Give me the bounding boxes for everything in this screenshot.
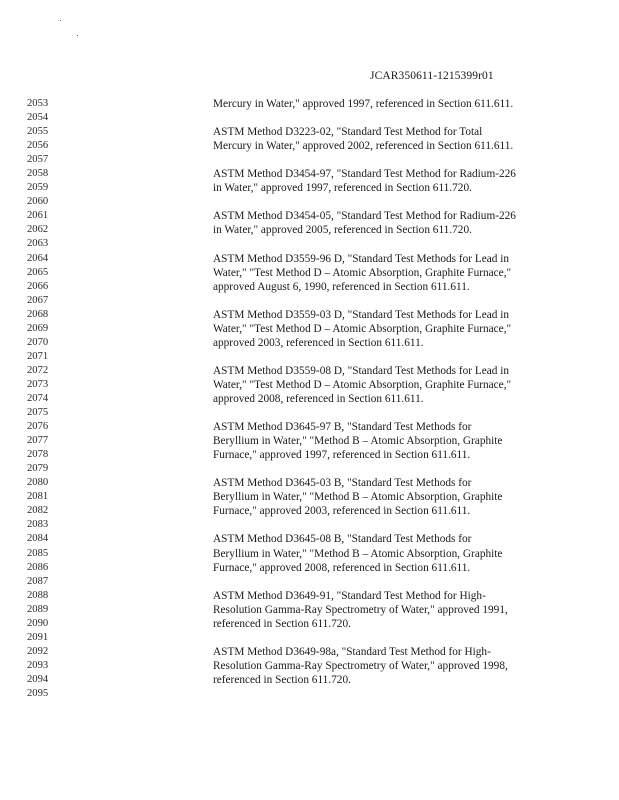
line-number: 2057 — [27, 154, 49, 166]
line-number: 2054 — [27, 112, 49, 124]
line-text: Mercury in Water," approved 2002, referenced in Section 611.611. — [213, 140, 514, 153]
document-line — [0, 153, 619, 167]
line-text: Resolution Gamma-Ray Spectrometry of Water," approved 1991, — [213, 603, 508, 616]
document-line — [0, 181, 619, 195]
line-number: 2082 — [27, 505, 49, 517]
line-number: 2061 — [27, 210, 49, 222]
document-line — [0, 406, 619, 420]
document-line — [0, 209, 619, 223]
document-line — [0, 547, 619, 561]
document-line — [0, 364, 619, 378]
line-number: 2089 — [27, 603, 49, 615]
line-number: 2053 — [27, 98, 49, 109]
line-text: ASTM Method D3454-05, "Standard Test Method for Radium-226 — [213, 210, 516, 223]
line-text: ASTM Method D3645-97 B, "Standard Test Methods for — [213, 421, 472, 434]
document-line — [0, 575, 619, 589]
line-text: Beryllium in Water," "Method B – Atomic Absorption, Graphite — [213, 547, 503, 560]
line-text: in Water," approved 2005, referenced in Section 611.720. — [213, 224, 472, 237]
line-number: 2073 — [27, 378, 49, 390]
line-number: 2068 — [27, 308, 49, 320]
line-number: 2055 — [27, 126, 49, 138]
line-number: 2090 — [27, 617, 49, 629]
line-number: 2093 — [27, 659, 49, 671]
line-text: approved August 6, 1990, referenced in Section 611.611. — [213, 280, 470, 293]
document-line — [0, 462, 619, 476]
line-number: 2060 — [27, 196, 49, 208]
line-number: 2095 — [27, 687, 49, 699]
document-line — [0, 687, 619, 701]
document-line — [0, 659, 619, 673]
document-line — [0, 280, 619, 294]
document-line — [0, 378, 619, 392]
document-id-header: JCAR350611-1215399r01 — [370, 70, 494, 82]
document-line — [0, 195, 619, 209]
line-number: 2083 — [27, 519, 49, 531]
document-line — [0, 266, 619, 280]
line-number: 2081 — [27, 491, 49, 503]
line-number: 2078 — [27, 449, 49, 461]
line-text: ASTM Method D3649-91, "Standard Test Method for High- — [213, 589, 486, 602]
line-number: 2085 — [27, 547, 49, 559]
line-number: 2086 — [27, 561, 49, 573]
document-line — [0, 532, 619, 546]
document-line — [0, 476, 619, 490]
line-text: ASTM Method D3454-97, "Standard Test Method for Radium-226 — [213, 168, 516, 181]
line-number: 2087 — [27, 575, 49, 587]
line-text: Furnace," approved 2003, referenced in Section 611.611. — [213, 505, 471, 518]
line-number: 2071 — [27, 350, 49, 362]
line-number: 2092 — [27, 645, 49, 657]
line-number: 2067 — [27, 294, 49, 306]
line-text: Beryllium in Water," "Method B – Atomic Absorption, Graphite — [213, 435, 503, 448]
line-number: 2091 — [27, 631, 49, 643]
line-text: ASTM Method D3559-96 D, "Standard Test Methods for Lead in — [213, 252, 510, 265]
document-line — [0, 322, 619, 336]
document-line — [0, 645, 619, 659]
document-line — [0, 308, 619, 322]
line-number: 2064 — [27, 252, 49, 264]
document-line — [0, 448, 619, 462]
line-number: 2059 — [27, 182, 49, 194]
line-number: 2084 — [27, 533, 49, 545]
document-line — [0, 504, 619, 518]
line-number: 2088 — [27, 589, 49, 601]
line-text: ASTM Method D3645-08 B, "Standard Test Methods for — [213, 533, 472, 546]
document-line — [0, 167, 619, 181]
document-line — [0, 125, 619, 139]
document-line — [0, 673, 619, 687]
line-text: Water," "Test Method D – Atomic Absorption, Graphite Furnace," — [213, 378, 512, 391]
document-line — [0, 518, 619, 532]
document-line — [0, 490, 619, 504]
scan-speck — [60, 20, 61, 21]
document-line — [0, 589, 619, 603]
document-line — [0, 111, 619, 125]
line-text: Beryllium in Water," "Method B – Atomic Absorption, Graphite — [213, 491, 503, 504]
line-text: ASTM Method D3223-02, "Standard Test Method for Total — [213, 126, 483, 139]
document-line — [0, 336, 619, 350]
line-text: Furnace," approved 2008, referenced in Section 611.611. — [213, 561, 471, 574]
line-number: 2070 — [27, 336, 49, 348]
document-line — [0, 603, 619, 617]
document-line — [0, 97, 619, 111]
document-line — [0, 223, 619, 237]
line-text: ASTM Method D3649-98a, "Standard Test Method for High- — [213, 645, 491, 658]
line-number: 2056 — [27, 140, 49, 152]
line-number: 2063 — [27, 238, 49, 250]
scan-speck — [77, 35, 78, 36]
line-number: 2079 — [27, 463, 49, 475]
line-number: 2074 — [27, 392, 49, 404]
line-number: 2077 — [27, 435, 49, 447]
line-number: 2066 — [27, 280, 49, 292]
document-line — [0, 631, 619, 645]
line-number: 2058 — [27, 168, 49, 180]
document-line — [0, 139, 619, 153]
line-text: Mercury in Water," approved 1997, referenced in Section 611.611. — [213, 98, 514, 110]
document-line — [0, 252, 619, 266]
document-line — [0, 294, 619, 308]
line-text: approved 2003, referenced in Section 611.611. — [213, 336, 424, 349]
line-text: Resolution Gamma-Ray Spectrometry of Water," approved 1998, — [213, 659, 508, 672]
document-line — [0, 434, 619, 448]
line-text: referenced in Section 611.720. — [213, 617, 351, 630]
line-text: ASTM Method D3645-03 B, "Standard Test Methods for — [213, 477, 472, 490]
line-number: 2094 — [27, 673, 49, 685]
line-text: approved 2008, referenced in Section 611.611. — [213, 392, 424, 405]
line-number: 2076 — [27, 421, 49, 433]
line-number: 2072 — [27, 364, 49, 376]
document-line — [0, 350, 619, 364]
line-text: ASTM Method D3559-03 D, "Standard Test Methods for Lead in — [213, 308, 510, 321]
line-number: 2065 — [27, 266, 49, 278]
line-text: referenced in Section 611.720. — [213, 673, 351, 686]
line-number: 2062 — [27, 224, 49, 236]
line-text: Water," "Test Method D – Atomic Absorption, Graphite Furnace," — [213, 322, 512, 335]
document-line — [0, 561, 619, 575]
document-line — [0, 237, 619, 251]
document-line — [0, 420, 619, 434]
line-text: in Water," approved 1997, referenced in Section 611.720. — [213, 182, 472, 195]
document-line — [0, 392, 619, 406]
numbered-lines — [0, 97, 619, 701]
line-text: ASTM Method D3559-08 D, "Standard Test Methods for Lead in — [213, 364, 510, 377]
line-number: 2080 — [27, 477, 49, 489]
line-number: 2075 — [27, 407, 49, 419]
document-line — [0, 617, 619, 631]
line-number: 2069 — [27, 322, 49, 334]
line-text: Furnace," approved 1997, referenced in Section 611.611. — [213, 449, 471, 462]
line-text: Water," "Test Method D – Atomic Absorption, Graphite Furnace," — [213, 266, 512, 279]
